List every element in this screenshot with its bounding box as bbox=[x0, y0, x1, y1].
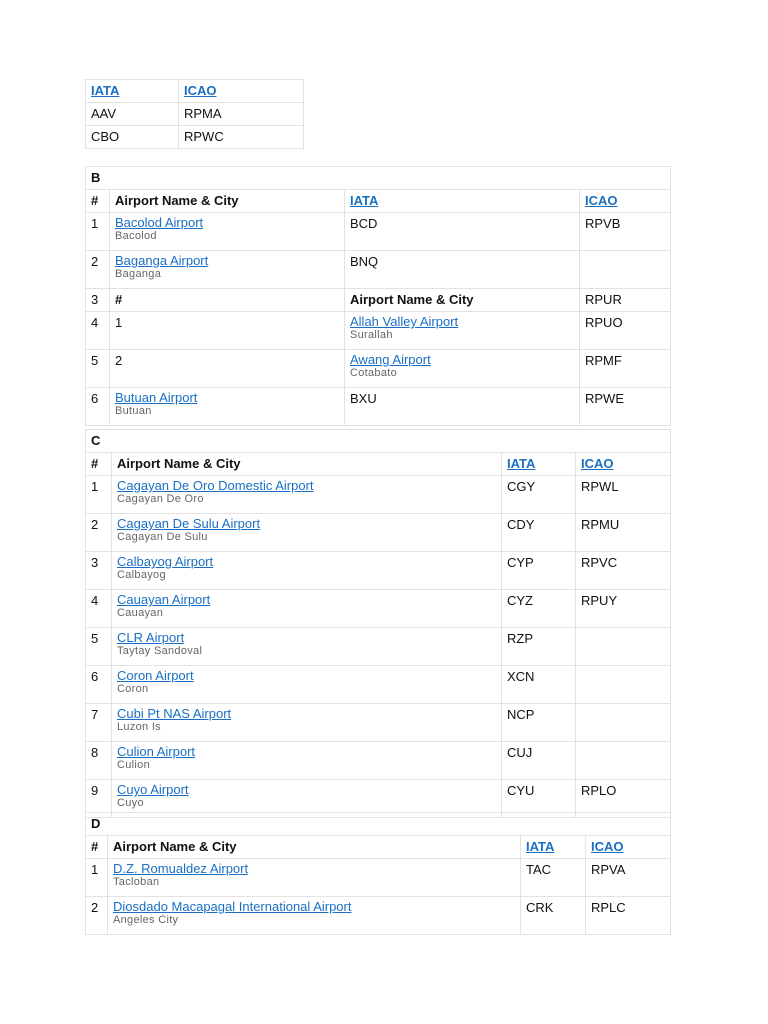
row-number: 4 bbox=[91, 315, 99, 330]
city-label: Baganga bbox=[115, 268, 162, 280]
table-row bbox=[86, 590, 671, 628]
table-row bbox=[86, 251, 671, 289]
header-icao bbox=[586, 836, 671, 859]
header-iata bbox=[86, 80, 179, 103]
city-label: Cagayan De Oro bbox=[117, 493, 204, 505]
table-row bbox=[86, 126, 304, 149]
icao-cell: RPVA bbox=[591, 862, 626, 877]
icao-cell: RPVB bbox=[585, 216, 621, 231]
city-label: Culion bbox=[117, 759, 150, 771]
nested-header-airport-name: Airport Name & City bbox=[345, 289, 580, 312]
row-number: 7 bbox=[91, 707, 99, 722]
header-icao bbox=[576, 453, 671, 476]
table-header-row bbox=[86, 190, 671, 213]
iata-cell: CDY bbox=[507, 517, 535, 532]
row-number: 5 bbox=[91, 353, 99, 368]
row-number: 6 bbox=[91, 391, 99, 406]
header-iata bbox=[502, 453, 576, 476]
city-label: Taytay Sandoval bbox=[117, 645, 203, 657]
city-label: Cotabato bbox=[350, 367, 398, 379]
table-row bbox=[86, 476, 671, 514]
city-label: Cagayan De Sulu bbox=[117, 531, 208, 543]
airport-link[interactable]: Cagayan De Sulu Airport bbox=[117, 516, 261, 531]
iata-cell: CBO bbox=[86, 126, 179, 149]
airport-link[interactable]: Coron Airport bbox=[117, 668, 194, 683]
city-label: Bacolod bbox=[115, 230, 157, 242]
icao-cell: RPMA bbox=[179, 103, 304, 126]
table-row bbox=[86, 552, 671, 590]
icao-cell: RPMU bbox=[581, 517, 620, 532]
nested-row-number: 1 bbox=[115, 315, 123, 330]
iata-cell: NCP bbox=[507, 707, 535, 722]
table-row bbox=[86, 289, 671, 312]
table-row bbox=[86, 103, 304, 126]
city-label: Coron bbox=[117, 683, 149, 695]
header-number: # bbox=[86, 190, 110, 213]
iata-cell: CYP bbox=[507, 555, 534, 570]
section-letter: B bbox=[86, 167, 671, 190]
section-d-table bbox=[85, 812, 671, 935]
section-b-table bbox=[85, 166, 671, 426]
header-icao bbox=[179, 80, 304, 103]
header-icao bbox=[580, 190, 671, 213]
section-letter: D bbox=[86, 813, 671, 836]
table-header-row bbox=[86, 80, 304, 103]
airport-link[interactable]: Butuan Airport bbox=[115, 390, 198, 405]
airport-link[interactable]: Cagayan De Oro Domestic Airport bbox=[117, 478, 314, 493]
header-airport-name: Airport Name & City bbox=[112, 453, 502, 476]
row-number: 1 bbox=[91, 862, 99, 877]
table-row bbox=[86, 312, 671, 350]
city-label: Tacloban bbox=[113, 876, 160, 888]
icao-header-link[interactable]: ICAO bbox=[581, 456, 614, 471]
row-number: 3 bbox=[86, 289, 110, 312]
table-row bbox=[86, 666, 671, 704]
iata-cell: BXU bbox=[350, 391, 377, 406]
iata-cell: XCN bbox=[507, 669, 535, 684]
table-row bbox=[86, 742, 671, 780]
icao-cell: RPWE bbox=[585, 391, 624, 406]
iata-header-link[interactable]: IATA bbox=[526, 839, 555, 854]
airport-link[interactable]: Bacolod Airport bbox=[115, 215, 204, 230]
icao-header-link[interactable]: ICAO bbox=[585, 193, 618, 208]
table-header-row bbox=[86, 453, 671, 476]
row-number: 1 bbox=[91, 479, 99, 494]
section-letter-row bbox=[86, 813, 671, 836]
airport-link[interactable]: Diosdado Macapagal International Airport bbox=[113, 899, 352, 914]
nested-row-number: 2 bbox=[115, 353, 123, 368]
icao-cell: RPWL bbox=[581, 479, 619, 494]
icao-cell: RPMF bbox=[585, 353, 622, 368]
iata-cell: AAV bbox=[86, 103, 179, 126]
city-label: Cauayan bbox=[117, 607, 164, 619]
city-label: Butuan bbox=[115, 405, 152, 417]
icao-cell: RPLO bbox=[581, 783, 617, 798]
iata-header-link[interactable]: IATA bbox=[350, 193, 379, 208]
row-number: 5 bbox=[91, 631, 99, 646]
iata-header-link[interactable]: IATA bbox=[507, 456, 536, 471]
airport-link[interactable]: Calbayog Airport bbox=[117, 554, 214, 569]
row-number: 8 bbox=[91, 745, 99, 760]
airport-link[interactable]: Cubi Pt NAS Airport bbox=[117, 706, 232, 721]
icao-header-link[interactable]: ICAO bbox=[184, 83, 217, 98]
section-letter: C bbox=[86, 430, 671, 453]
header-iata bbox=[345, 190, 580, 213]
airport-link[interactable]: D.Z. Romualdez Airport bbox=[113, 861, 249, 876]
section-letter-row bbox=[86, 430, 671, 453]
header-number: # bbox=[86, 836, 108, 859]
table-row bbox=[86, 388, 671, 426]
table-row bbox=[86, 704, 671, 742]
table-row bbox=[86, 213, 671, 251]
section-c-table bbox=[85, 429, 671, 818]
iata-header-link[interactable]: IATA bbox=[91, 83, 120, 98]
iata-cell: CUJ bbox=[507, 745, 533, 760]
row-number: 3 bbox=[91, 555, 99, 570]
table-row bbox=[86, 628, 671, 666]
row-number: 1 bbox=[91, 216, 99, 231]
airport-link[interactable]: Cuyo Airport bbox=[117, 782, 189, 797]
row-number: 6 bbox=[91, 669, 99, 684]
iata-cell: BCD bbox=[350, 216, 378, 231]
city-label: Luzon Is bbox=[117, 721, 161, 733]
airport-link[interactable]: Culion Airport bbox=[117, 744, 196, 759]
iata-cell: BNQ bbox=[350, 254, 379, 269]
table-row bbox=[86, 350, 671, 388]
airport-link[interactable]: Allah Valley Airport bbox=[350, 314, 459, 329]
iata-cell: RZP bbox=[507, 631, 533, 646]
row-number: 2 bbox=[91, 254, 99, 269]
iata-cell: CRK bbox=[526, 900, 554, 915]
airport-link[interactable]: Baganga Airport bbox=[115, 253, 209, 268]
top-airport-table bbox=[85, 79, 304, 149]
iata-cell: TAC bbox=[526, 862, 552, 877]
header-airport-name: Airport Name & City bbox=[108, 836, 521, 859]
iata-cell: CGY bbox=[507, 479, 536, 494]
icao-cell: RPVC bbox=[581, 555, 618, 570]
city-label: Surallah bbox=[350, 329, 393, 341]
header-number: # bbox=[86, 453, 112, 476]
city-label: Calbayog bbox=[117, 569, 166, 581]
icao-cell: RPLC bbox=[591, 900, 626, 915]
city-label: Cuyo bbox=[117, 797, 144, 809]
header-airport-name: Airport Name & City bbox=[110, 190, 345, 213]
table-header-row bbox=[86, 836, 671, 859]
iata-cell: CYZ bbox=[507, 593, 533, 608]
row-number: 2 bbox=[91, 517, 99, 532]
icao-cell: RPWC bbox=[179, 126, 304, 149]
airport-link[interactable]: Cauayan Airport bbox=[117, 592, 211, 607]
icao-cell: RPUR bbox=[580, 289, 671, 312]
nested-header-number: # bbox=[110, 289, 345, 312]
city-label: Angeles City bbox=[113, 914, 179, 926]
airport-link[interactable]: Awang Airport bbox=[350, 352, 431, 367]
icao-cell: RPUY bbox=[581, 593, 618, 608]
row-number: 9 bbox=[91, 783, 99, 798]
header-iata bbox=[521, 836, 586, 859]
icao-header-link[interactable]: ICAO bbox=[591, 839, 624, 854]
table-row bbox=[86, 859, 671, 897]
table-row bbox=[86, 897, 671, 935]
iata-cell: CYU bbox=[507, 783, 535, 798]
table-row bbox=[86, 514, 671, 552]
airport-link[interactable]: CLR Airport bbox=[117, 630, 185, 645]
row-number: 4 bbox=[91, 593, 99, 608]
row-number: 2 bbox=[91, 900, 99, 915]
section-letter-row bbox=[86, 167, 671, 190]
icao-cell: RPUO bbox=[585, 315, 623, 330]
